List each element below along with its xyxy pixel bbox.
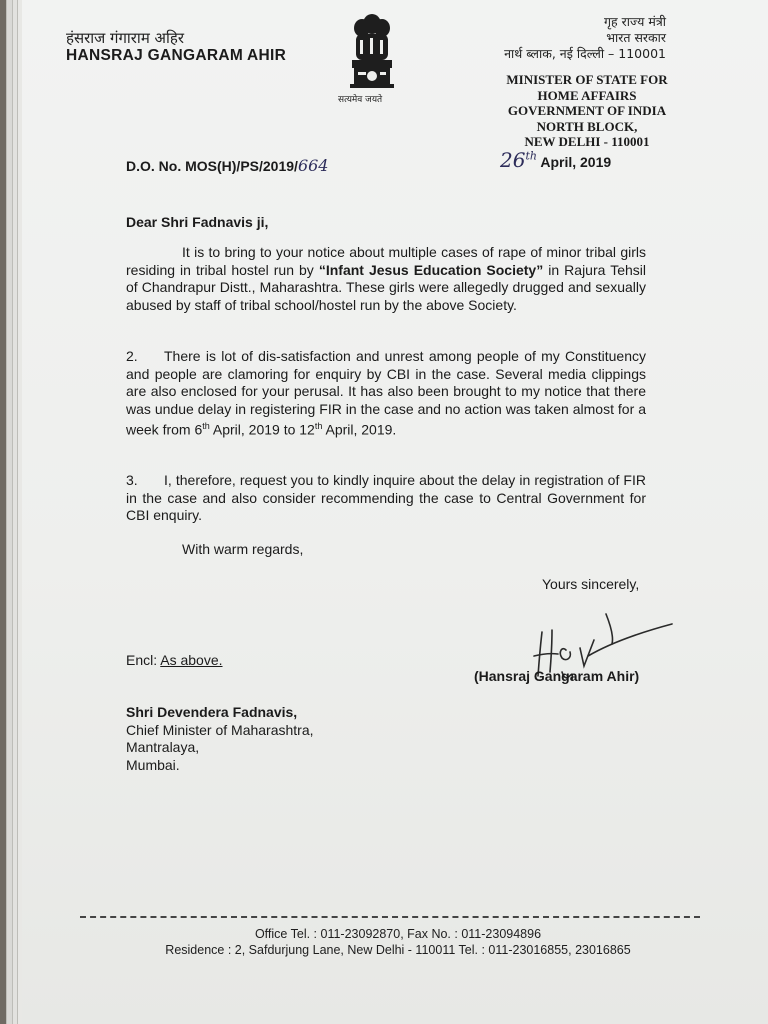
designation-english [492, 72, 682, 150]
paragraph-1-text-a: It is to bring to your notice about multiple cases of rape of minor tribal girls residing in tribal hostel run by [126, 244, 646, 278]
organization-name: “Infant Jesus Education Society” [318, 261, 544, 278]
reference-handwritten-number: 664 [297, 156, 329, 175]
footer-office: Office Tel. : 011-23092870, Fax No. : 011-23094896 [254, 927, 542, 941]
designation-line: MINISTER OF STATE FOR [506, 72, 668, 87]
footer [122, 926, 674, 958]
designation-line: NORTH BLOCK, [536, 118, 638, 134]
paragraph-2-number: 2. [126, 348, 138, 364]
paragraph-3 [126, 472, 646, 525]
designation-hindi [470, 14, 666, 62]
footer-residence: Residence : 2, Safdurjung Lane, New Delhi - 110011 Tel. : 011-23016855, 23016865 [165, 943, 631, 957]
enclosure [126, 652, 223, 668]
signature-initials: H.G.A. [602, 692, 606, 693]
ordinal-suffix: th [314, 421, 323, 431]
enclosure-value: As above. [160, 652, 223, 668]
designation-line: NEW DELHI - 110001 [524, 134, 650, 149]
designation-hindi-line: गृह राज्य मंत्री [604, 14, 666, 29]
sender-name: HANSRAJ GANGARAM AHIR [66, 47, 287, 64]
reference-prefix: D.O. No. MOS(H)/PS/2019/ [126, 158, 298, 174]
date-day-handwritten [500, 148, 537, 172]
paragraph-2-text-c: April, 2019. [322, 421, 397, 438]
closing: Yours sincerely, [542, 576, 640, 592]
enclosure-label: Encl: [126, 652, 161, 668]
signatory-name: (Hansraj Gangaram Ahir) [474, 668, 640, 684]
paragraph-1-text-b: in Rajura Tehsil of Chandrapur Distt., Maharashtra. These girls were allegedly drugged and sexually abused by staff of tribal school/hostel run by the above Society. [126, 261, 646, 313]
addressee-block [126, 704, 314, 774]
date-suffix: th [525, 149, 537, 163]
addressee-name: Shri Devendera Fadnavis, [126, 704, 298, 720]
salutation: Dear Shri Fadnavis ji, [126, 214, 269, 230]
designation-line: GOVERNMENT OF INDIA [507, 103, 667, 118]
paragraph-2-text-a: There is lot of dis-satisfaction and unrest among people of my Constituency and people are clamoring for enquiry by CBI in the case. Several media clippings are also enclosed for your perusal. It has also been brought to my notice that there was undue delay in registering FIR in the case and no action was taken almost for a week from 6 [126, 348, 646, 438]
sender-name-hindi: हंसराज गंगाराम अहिर [66, 29, 185, 47]
paragraph-2-text-b: April, 2019 to 12 [209, 421, 315, 438]
emblem-motto: सत्यमेव जयते [338, 95, 383, 105]
footer-divider [80, 916, 700, 918]
letter-date [500, 148, 611, 172]
addressee-line: Mumbai. [126, 756, 180, 773]
ordinal-suffix: th [202, 421, 210, 431]
reference-number [126, 156, 328, 175]
designation-hindi-line: भारत सरकार [606, 30, 666, 45]
date-day: 26 [500, 148, 526, 172]
designation-line: HOME AFFAIRS [537, 87, 637, 103]
paragraph-1 [126, 244, 646, 314]
regards: With warm regards, [182, 541, 304, 557]
date-month-year: April, 2019 [540, 154, 612, 170]
addressee-line: Chief Minister of Maharashtra, [126, 721, 314, 738]
paragraph-3-number: 3. [126, 472, 138, 488]
paragraph-2 [126, 348, 646, 439]
designation-hindi-line: नार्थ ब्लाक, नई दिल्ली – 110001 [504, 46, 666, 61]
addressee-line: Mantralaya, [126, 739, 200, 755]
paragraph-3-text: I, therefore, request you to kindly inquire about the delay in registration of FIR in the case and also consider recommending the case to Central Government for CBI enquiry. [126, 472, 646, 523]
letter-page [22, 0, 768, 1024]
